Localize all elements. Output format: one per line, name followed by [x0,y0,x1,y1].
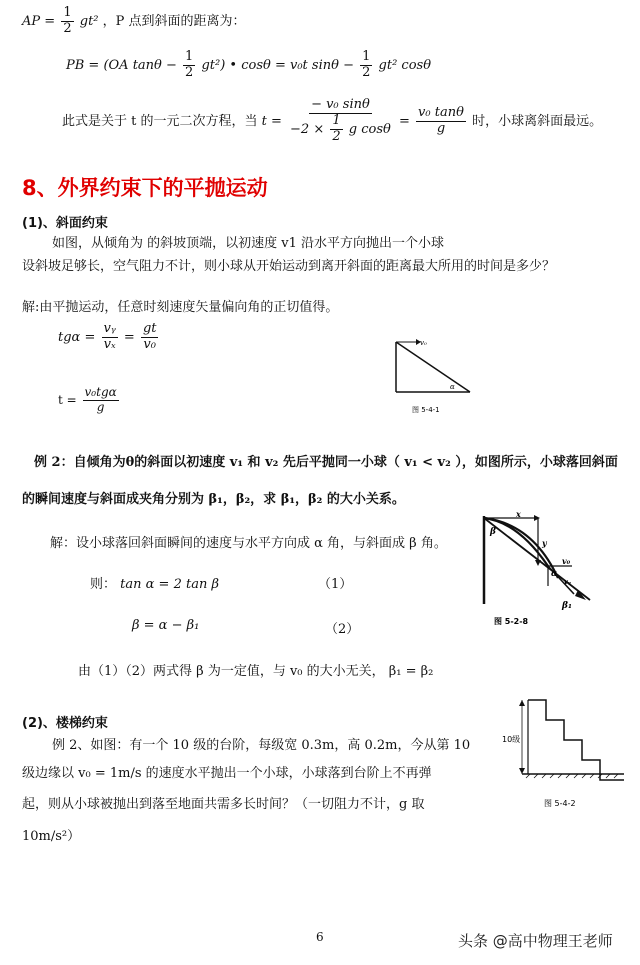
sub1-line2: 设斜坡足够长，空气阻力不计，则小球从开始运动到离开斜面的距离最大所用的时间是多少？ [22,259,556,274]
page-number: 6 [316,930,324,944]
sub2-line2: 级边缘以 v₀ = 1m/s 的速度水平抛出一个小球，小球落到台阶上不再弹 [22,766,432,781]
example2-line1: 例 2：自倾角为θ的斜面以初速度 v₁ 和 v₂ 先后平抛同一小球（ v₁ < v₂ ），如图所示，小球落回斜面 [34,455,618,470]
example2-eq1-number: （1） [318,577,353,592]
example2-eq2-number: （2） [325,622,360,637]
fig1-alpha-label: α [450,383,455,391]
fig1-v0-label: v₀ [420,339,427,347]
fig3-caption: 图 5-4-2 [544,799,576,808]
example2-solution: 解：设小球落回斜面瞬间的速度与水平方向成 α 角，与斜面成 β 角。 [50,536,447,551]
fig2-beta-label: β [490,527,496,537]
sub1-solution: 解:由平抛运动，任意时刻速度矢量偏向角的正切值得。 [22,300,339,315]
ap-note: ，P 点到斜面的距离为： [102,13,246,29]
fig2-x-label: x [516,512,521,519]
example2-eq2: β = α − β₁ [132,618,200,633]
fig2-beta1-label: β₁ [562,601,572,611]
ap-rhs: gt² [79,13,99,29]
figure-5-4-1 [390,336,480,418]
equation-time: 此式是关于 t 的一元二次方程，当 t = − v₀ sinθ −2 × $\frac{1}{2}$ g cosθ = $\frac{\text{v₀ tanθ}}{g}$ 时，小球离斜面最远。 [62,97,603,144]
section-8-heading: 8、外界约束下的平抛运动 [22,176,268,200]
example2-eq1: 则： tan α = 2 tan β [90,577,219,592]
figure-5-4-2 [500,694,634,812]
sub2-line3: 起，则从小球被抛出到落至地面共需多长时间？（一切阻力不计，g 取 [22,797,425,812]
fig2-alpha-label: α [551,568,558,578]
ap-lhs: AP [22,13,41,29]
sub2-line1: 例 2、如图：有一个 10 级的台阶，每级宽 0.3m，高 0.2m，今从第 10 [52,738,471,753]
tg-equation: tgα = $\frac{\text{vᵧ}}{\text{vₓ}}$ = $\frac{gt}{\text{v₀}}$ [58,321,157,352]
ap-eq: = [44,13,56,29]
example2-conclusion: 由（1）（2）两式得 β 为一定值，与 v₀ 的大小无关， β₁ = β₂ [78,664,434,679]
ap-fraction: $\frac{1}{2}$ [63,5,72,36]
fig2-caption: 图 5-2-8 [494,617,529,626]
equation-pb: PB = (OA tanθ − $\frac{1}{2}$ gt²) • cosθ = v₀t sinθ − $\frac{1}{2}$ gt² cosθ [66,49,432,80]
fig2-v0-label: v₀ [562,556,571,566]
example2-line2: 的瞬间速度与斜面成夹角分别为 β₁，β₂，求 β₁，β₂ 的大小关系。 [22,492,405,507]
figure-5-2-8 [478,512,596,628]
watermark: 头条 @高中物理王老师 [458,932,613,950]
sub1-line1: 如图，从倾角为 的斜坡顶端，以初速度 v1 沿水平方向抛出一个小球 [52,236,445,251]
t-equation: t = $\frac{\text{v₀tgα}}{g}$ [58,385,117,414]
fig3-steps-label: 10级 [502,735,521,744]
fig2-y-label: y [542,538,547,548]
fig1-caption: 图 5-4-1 [412,406,440,414]
sub2-heading: (2)、楼梯约束 [22,716,108,731]
sub1-heading: (1)、斜面约束 [22,216,108,231]
fig2-vy-label: vᵧ [564,577,571,586]
equation-ap [22,6,246,37]
sub2-line4: 10m/s²） [22,829,81,844]
